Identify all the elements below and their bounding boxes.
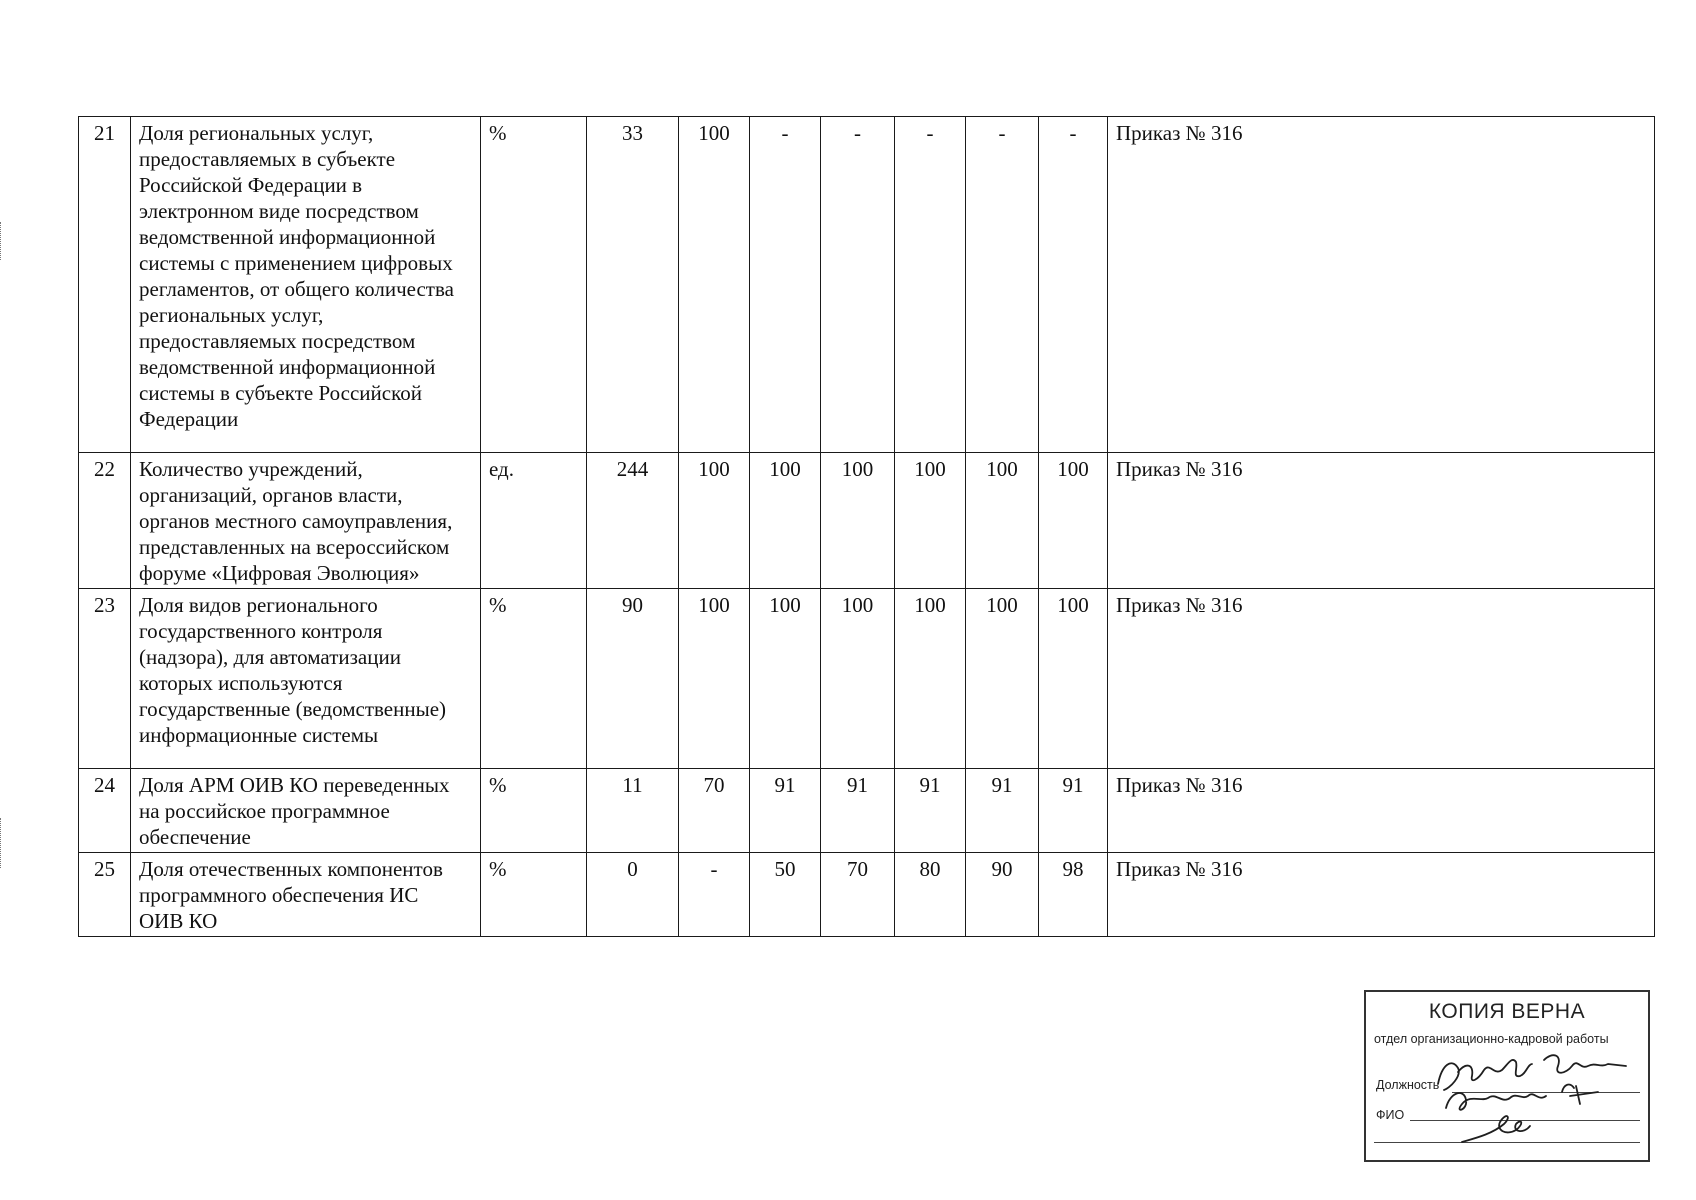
- copy-certified-stamp: [1364, 990, 1650, 1162]
- table-row: [79, 769, 1655, 853]
- value-cell: -: [966, 117, 1039, 453]
- value-cell: 91: [821, 769, 895, 853]
- table-row: [79, 589, 1655, 769]
- source-cell: Приказ № 316: [1108, 589, 1655, 769]
- value-cell: 0: [587, 853, 679, 937]
- unit-cell: %: [481, 117, 587, 453]
- value-cell: 91: [1039, 769, 1108, 853]
- stamp-name-label: ФИО: [1376, 1108, 1405, 1122]
- value-cell: 100: [679, 589, 750, 769]
- value-cell: -: [895, 117, 966, 453]
- table-body: [79, 117, 1655, 937]
- unit-cell: ед.: [481, 453, 587, 589]
- value-cell: 100: [966, 453, 1039, 589]
- table-row: [79, 853, 1655, 937]
- row-number-cell: 25: [79, 853, 131, 937]
- indicators-table: [78, 116, 1655, 937]
- value-cell: 100: [750, 453, 821, 589]
- value-cell: 244: [587, 453, 679, 589]
- table-row: [79, 117, 1655, 453]
- value-cell: -: [821, 117, 895, 453]
- value-cell: 100: [679, 117, 750, 453]
- handwritten-signature: [1366, 992, 1648, 1160]
- value-cell: 91: [966, 769, 1039, 853]
- row-number-cell: 21: [79, 117, 131, 453]
- value-cell: 80: [895, 853, 966, 937]
- value-cell: 100: [895, 589, 966, 769]
- unit-cell: %: [481, 853, 587, 937]
- value-cell: 70: [679, 769, 750, 853]
- value-cell: 91: [750, 769, 821, 853]
- row-number-cell: 24: [79, 769, 131, 853]
- stamp-position-label: Должность: [1376, 1078, 1440, 1092]
- value-cell: 100: [679, 453, 750, 589]
- value-cell: -: [679, 853, 750, 937]
- value-cell: 100: [821, 453, 895, 589]
- value-cell: 91: [895, 769, 966, 853]
- indicator-name-cell: Количество учреждений, организаций, органов власти, органов местного самоуправления, представленных на всероссийском форуме «Цифровая Эволюция»: [131, 453, 481, 589]
- indicator-name-cell: Доля отечественных компонентов программного обеспечения ИС ОИВ КО: [131, 853, 481, 937]
- scan-edge-mark: [0, 818, 4, 868]
- value-cell: 70: [821, 853, 895, 937]
- value-cell: 33: [587, 117, 679, 453]
- value-cell: 90: [966, 853, 1039, 937]
- stamp-title: КОПИЯ ВЕРНА: [1428, 1000, 1586, 1023]
- source-cell: Приказ № 316: [1108, 769, 1655, 853]
- stamp-department: отдел организационно-кадровой работы: [1374, 1032, 1609, 1046]
- source-cell: Приказ № 316: [1108, 117, 1655, 453]
- indicator-name-cell: Доля АРМ ОИВ КО переведенных на российское программное обеспечение: [131, 769, 481, 853]
- value-cell: 100: [1039, 589, 1108, 769]
- value-cell: 100: [750, 589, 821, 769]
- source-cell: Приказ № 316: [1108, 853, 1655, 937]
- indicator-name-cell: Доля региональных услуг, предоставляемых в субъекте Российской Федерации в электронном виде посредством ведомственной информационной системы с применением цифровых регламентов, от общего количества региональных услуг, предоставляемых посредством ведомственной информационной системы в субъекте Российской Федерации: [131, 117, 481, 453]
- table-row: [79, 453, 1655, 589]
- value-cell: 100: [1039, 453, 1108, 589]
- value-cell: -: [1039, 117, 1108, 453]
- value-cell: 100: [821, 589, 895, 769]
- row-number-cell: 22: [79, 453, 131, 589]
- unit-cell: %: [481, 769, 587, 853]
- value-cell: 11: [587, 769, 679, 853]
- row-number-cell: 23: [79, 589, 131, 769]
- scan-edge-mark: [0, 222, 4, 260]
- value-cell: 98: [1039, 853, 1108, 937]
- value-cell: 90: [587, 589, 679, 769]
- source-cell: Приказ № 316: [1108, 453, 1655, 589]
- value-cell: 50: [750, 853, 821, 937]
- value-cell: -: [750, 117, 821, 453]
- unit-cell: %: [481, 589, 587, 769]
- value-cell: 100: [895, 453, 966, 589]
- indicator-name-cell: Доля видов регионального государственного контроля (надзора), для автоматизации которых используются государственные (ведомственные) информационные системы: [131, 589, 481, 769]
- value-cell: 100: [966, 589, 1039, 769]
